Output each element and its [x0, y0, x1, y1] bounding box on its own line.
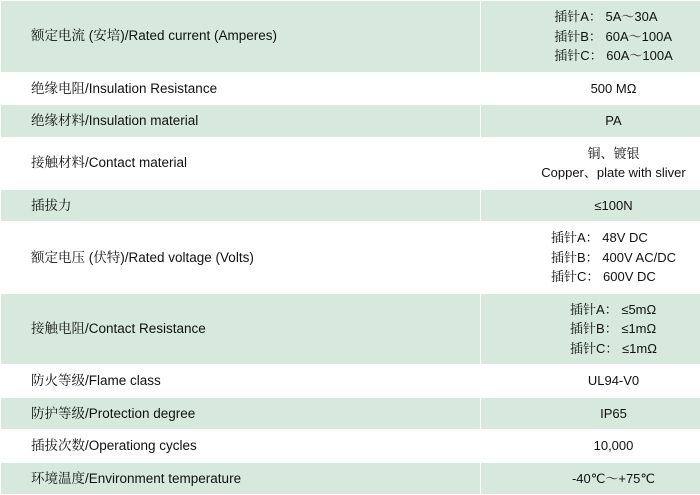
spec-label: 绝缘电阻/Insulation Resistance: [1, 72, 481, 105]
spec-value: [481, 1, 700, 73]
spec-value-line: Copper、plate with sliver: [489, 163, 700, 183]
spec-value-line: IP65: [489, 404, 700, 424]
spec-value-line: 插针A： 5A～30A: [554, 7, 673, 27]
spec-label: 插拔次数/Operationg cycles: [1, 430, 481, 463]
spec-label: 绝缘材料/Insulation material: [1, 105, 481, 138]
spec-label: 防护等级/Protection degree: [1, 397, 481, 430]
spec-value-lines: [489, 469, 700, 489]
spec-value: [481, 430, 700, 463]
spec-value-line: 500 MΩ: [489, 79, 700, 99]
spec-label: 插拔力: [1, 189, 481, 222]
spec-value-line: ≤100N: [489, 196, 700, 216]
table-row: [1, 222, 700, 294]
spec-value-lines: [489, 371, 700, 391]
spec-value-lines: [489, 144, 700, 183]
table-row: [1, 365, 700, 398]
spec-value-lines: [489, 79, 700, 99]
spec-label: 额定电压 (伏特)/Rated voltage (Volts): [1, 222, 481, 294]
table-row: [1, 137, 700, 189]
table-row: [1, 105, 700, 138]
table-row: [1, 430, 700, 463]
spec-value-line: 插针B： ≤1mΩ: [570, 319, 657, 339]
spec-label: 额定电流 (安培)/Rated current (Amperes): [1, 1, 481, 73]
spec-value-line: 插针A： ≤5mΩ: [570, 300, 657, 320]
spec-value: [481, 462, 700, 495]
table-body: [1, 1, 700, 495]
table-row: [1, 462, 700, 495]
spec-label: 接触电阻/Contact Resistance: [1, 293, 481, 365]
table-row: [1, 1, 700, 73]
table-row: [1, 293, 700, 365]
spec-value-lines: [489, 404, 700, 424]
spec-value-lines: [551, 228, 676, 287]
spec-label: 环境温度/Environment temperature: [1, 462, 481, 495]
spec-value-line: 插针C： 60A～100A: [554, 46, 673, 66]
table-row: [1, 189, 700, 222]
spec-value: [481, 72, 700, 105]
spec-value: [481, 397, 700, 430]
spec-value: [481, 105, 700, 138]
spec-value: [481, 222, 700, 294]
spec-value-line: 插针B： 400V AC/DC: [551, 248, 676, 268]
spec-value: [481, 137, 700, 189]
table-row: [1, 72, 700, 105]
table-row: [1, 397, 700, 430]
spec-value: [481, 189, 700, 222]
spec-value-line: 10,000: [489, 436, 700, 456]
spec-value-lines: [554, 7, 673, 66]
spec-value-lines: [570, 300, 657, 359]
spec-label: 防火等级/Flame class: [1, 365, 481, 398]
spec-value-line: -40℃～+75℃: [489, 469, 700, 489]
spec-value-line: 插针C： ≤1mΩ: [570, 339, 657, 359]
spec-value-line: 铜、镀银: [489, 144, 700, 164]
spec-value: [481, 293, 700, 365]
spec-value-lines: [489, 196, 700, 216]
spec-value-line: UL94-V0: [489, 371, 700, 391]
spec-value: [481, 365, 700, 398]
spec-value-lines: [489, 111, 700, 131]
spec-label: 接触材料/Contact material: [1, 137, 481, 189]
spec-value-line: PA: [489, 111, 700, 131]
spec-value-line: 插针B： 60A～100A: [554, 27, 673, 47]
spec-value-line: 插针A： 48V DC: [551, 228, 676, 248]
spec-value-lines: [489, 436, 700, 456]
spec-value-line: 插针C： 600V DC: [551, 267, 676, 287]
